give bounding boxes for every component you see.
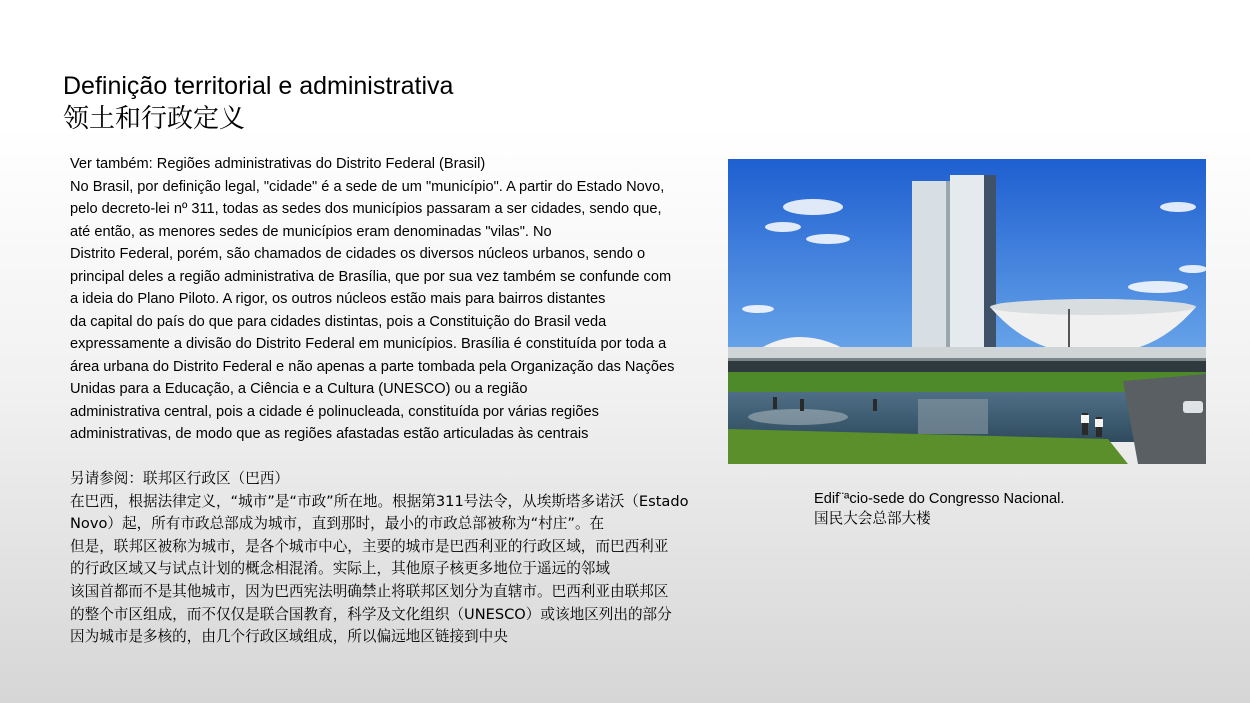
text-line: 在巴西，根据法律定义，“城市”是“市政”所在地。根据第311号法令，从埃斯塔多诺沃（Estado	[70, 492, 689, 510]
congress-building-photo	[728, 159, 1206, 464]
text-line: No Brasil, por definição legal, "cidade" é a sede de um "município". A partir do Estado Novo,	[70, 178, 665, 195]
chinese-body-text	[70, 468, 730, 649]
text-line: administrativas, de modo que as regiões afastadas estão articuladas às centrais	[70, 426, 589, 442]
slide-title	[63, 70, 453, 136]
text-line: Unidas para a Educação, a Ciência e a Cultura (UNESCO) ou a região	[70, 381, 528, 397]
text-line: Distrito Federal, porém, são chamados de cidades os diversos núcleos urbanos, sendo o	[70, 246, 646, 262]
text-line: até então, as menores sedes de municípios eram denominadas "vilas". No	[70, 223, 552, 240]
text-line: da capital do país do que para cidades distintas, pois a Constituição do Brasil veda	[70, 313, 607, 330]
text-line: expressamente a divisão do Distrito Federal em municípios. Brasília é constituída por toda a	[70, 336, 667, 352]
text-line: Ver também: Regiões administrativas do Distrito Federal (Brasil)	[70, 156, 486, 172]
text-line: 的行政区域又与试点计划的概念相混淆。实际上，其他原子核更多地位于遥远的邻域	[70, 560, 610, 578]
text-line: administrativa central, pois a cidade é polinucleada, constituída por várias regiões	[70, 403, 599, 420]
caption-chinese: 国民大会总部大楼	[814, 510, 931, 527]
caption-portuguese: Edif¨ªcio-sede do Congresso Nacional.	[814, 491, 1065, 507]
title-portuguese: Definição territorial e administrativa	[63, 72, 454, 100]
text-line: 但是，联邦区被称为城市，是各个城市中心，主要的城市是巴西利亚的行政区域，而巴西利亚	[70, 537, 669, 555]
text-line: 因为城市是多核的，由几个行政区域组成，所以偏远地区链接到中央	[70, 628, 508, 646]
text-line: 该国首都而不是其他城市，因为巴西宪法明确禁止将联邦区划分为直辖市。巴西利亚由联邦区	[70, 582, 669, 600]
title-chinese: 领土和行政定义	[63, 104, 246, 134]
text-line: a ideia do Plano Piloto. A rigor, os outros núcleos estão mais para bairros distantes	[70, 291, 606, 307]
text-line: 的整个市区组成，而不仅仅是联合国教育，科学及文化组织（UNESCO）或该地区列出的部分	[70, 605, 672, 623]
text-line: principal deles a região administrativa de Brasília, que por sua vez também se confunde com	[70, 268, 672, 285]
text-line: Novo）起，所有市政总部成为城市，直到那时，最小的市政总部被称为“村庄”。在	[70, 515, 605, 533]
text-line: área urbana do Distrito Federal e não apenas a parte tombada pela Organização das Nações	[70, 358, 675, 375]
text-line: 另请参阅：联邦区行政区（巴西）	[70, 470, 289, 487]
photo-caption	[814, 489, 1064, 529]
portuguese-body-text	[70, 153, 730, 446]
text-line: pelo decreto-lei nº 311, todas as sedes dos municípios passaram a ser cidades, sendo que,	[70, 201, 662, 217]
